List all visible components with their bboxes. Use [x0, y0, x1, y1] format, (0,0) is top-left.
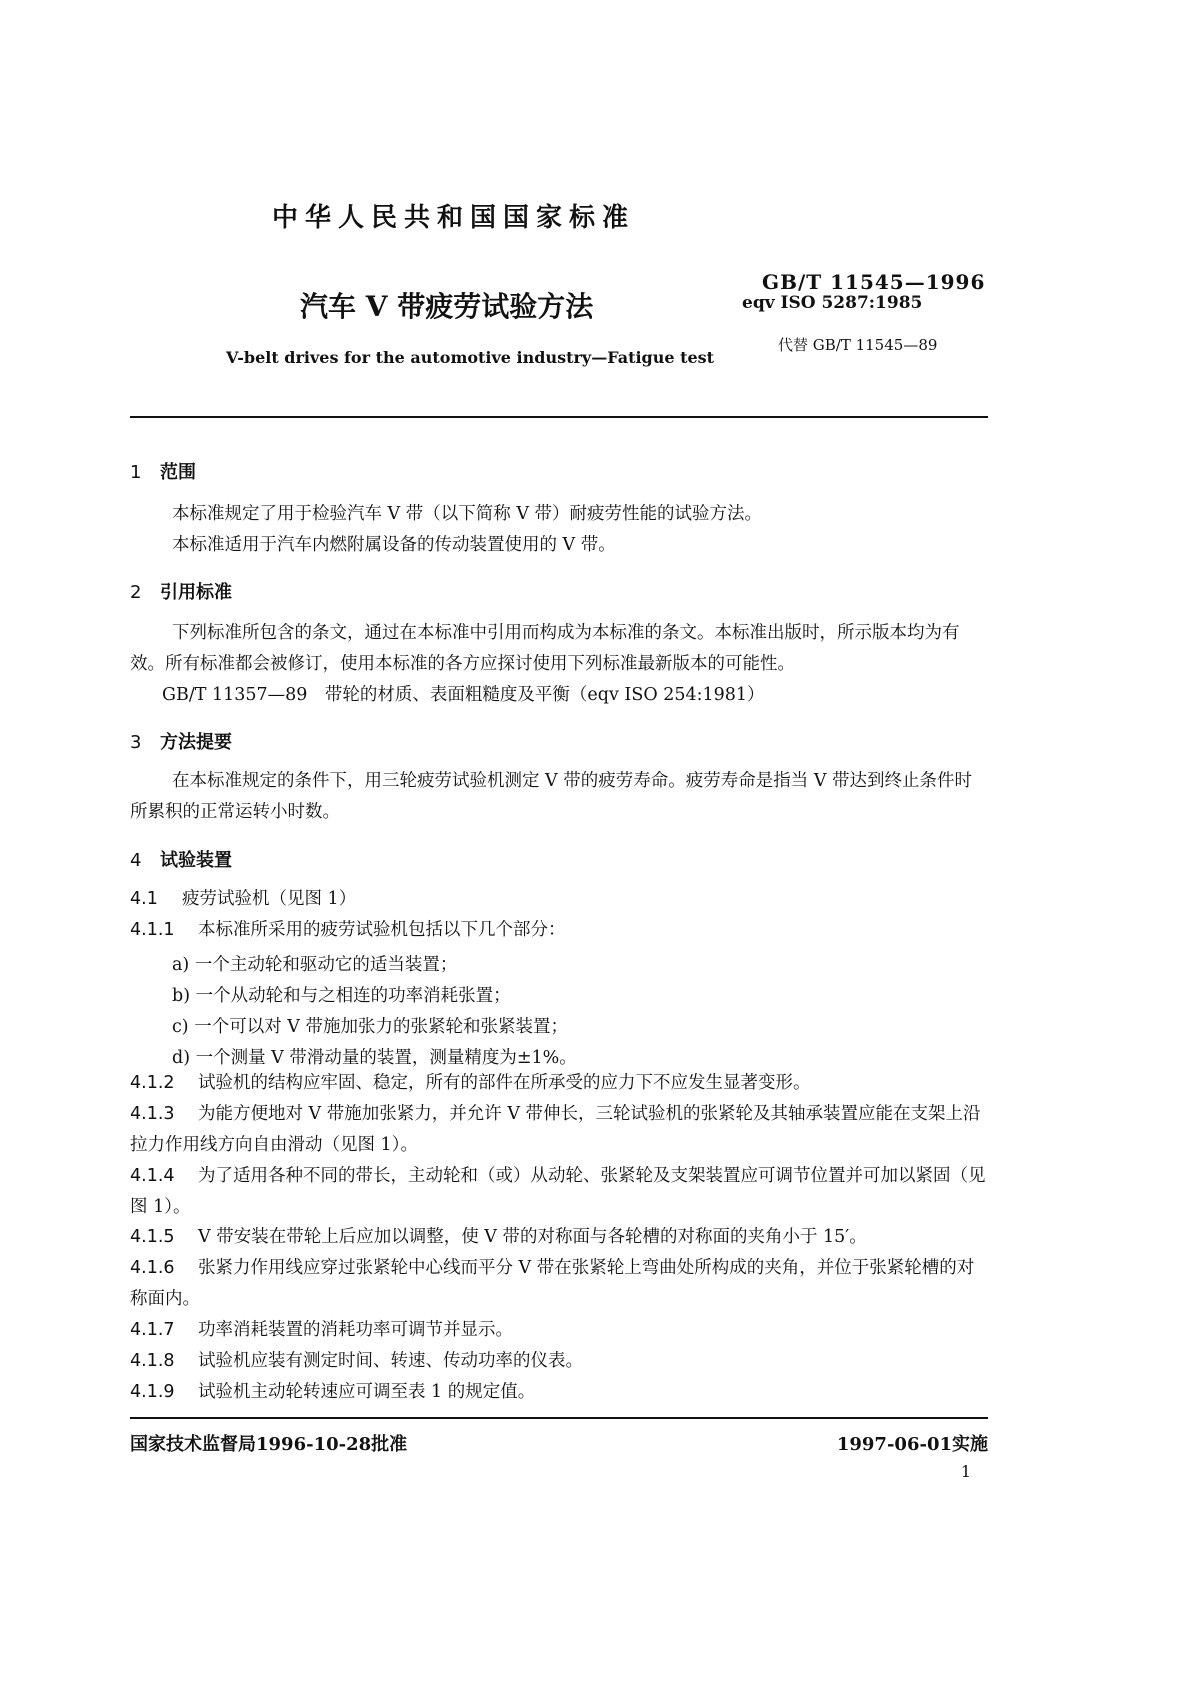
section-number: 1 [130, 462, 142, 483]
standard-code: GB/T 11545—1996 [762, 270, 986, 294]
clause-number: 4.1.8 [130, 1351, 175, 1371]
clause-number: 4.1.1 [130, 920, 175, 940]
clause-number: 4.1.4 [130, 1166, 175, 1186]
section-heading-test-apparatus [130, 846, 232, 872]
clause-4-1-3 [130, 1099, 988, 1161]
clause-text: 张紧力作用线应穿过张紧轮中心线而平分 V 带在张紧轮上弯曲处所构成的夹角，并位于张紧轮槽的对称面内。 [130, 1258, 975, 1309]
approval-line: 国家技术监督局1996-10-28批准 [130, 1434, 408, 1455]
document-title-en: V-belt drives for the automotive industry—Fatigue test [226, 348, 715, 367]
section-number: 2 [130, 582, 142, 603]
paragraph: 在本标准规定的条件下，用三轮疲劳试验机测定 V 带的疲劳寿命。疲劳寿命是指当 V 带达到终止条件时所累积的正常运转小时数。 [130, 771, 973, 822]
section-title: 范围 [160, 462, 196, 483]
clause-4-1 [130, 884, 988, 915]
clause-text: 功率消耗装置的消耗功率可调节并显示。 [198, 1320, 513, 1340]
reference-entry: GB/T 11357—89 带轮的材质、表面粗糙度及平衡（eqv ISO 254:1981） [162, 685, 765, 705]
header-divider [130, 416, 988, 418]
effective-date: 1997-06-01实施 [836, 1434, 988, 1455]
clause-4-1-1 [130, 915, 988, 946]
section-heading-references [130, 578, 232, 604]
clause-text: 试验机应装有测定时间、转速、传动功率的仪表。 [198, 1351, 583, 1371]
clause-text: V 带安装在带轮上后应加以调整，使 V 带的对称面与各轮槽的对称面的夹角小于 15′。 [198, 1227, 867, 1247]
clause-4-1-8 [130, 1346, 988, 1377]
section-number: 4 [130, 850, 142, 871]
clause-text: 本标准所采用的疲劳试验机包括以下几个部分： [198, 920, 566, 940]
list-item: c) 一个可以对 V 带施加张力的张紧轮和张紧装置； [172, 1017, 568, 1037]
clause-number: 4.1.5 [130, 1227, 175, 1247]
section-heading-method-summary [130, 728, 232, 754]
replaces-standard: 代替 GB/T 11545—89 [778, 336, 938, 354]
section-number: 3 [130, 732, 142, 753]
clause-text: 为了适用各种不同的带长，主动轮和（或）从动轮、张紧轮及支架装置应可调节位置并可加以紧固（见图 1）。 [130, 1166, 986, 1217]
paragraph: 本标准适用于汽车内燃附属设备的传动装置使用的 V 带。 [172, 535, 616, 555]
clause-number: 4.1.7 [130, 1320, 175, 1340]
footer-divider [130, 1417, 988, 1419]
clause-text: 试验机主动轮转速应可调至表 1 的规定值。 [198, 1382, 536, 1402]
clause-number: 4.1.6 [130, 1258, 175, 1278]
clause-4-1-4 [130, 1161, 988, 1223]
national-standard-title: 中华人民共和国国家标准 [272, 203, 636, 233]
clause-4-1-7 [130, 1315, 988, 1346]
clause-text: 疲劳试验机（见图 1） [182, 889, 357, 909]
list-item: a) 一个主动轮和驱动它的适当装置； [172, 955, 458, 975]
clause-4-1-2 [130, 1068, 988, 1099]
section-title: 试验装置 [160, 850, 232, 871]
clause-text: 为能方便地对 V 带施加张紧力，并允许 V 带伸长，三轮试验机的张紧轮及其轴承装置应能在支架上沿拉力作用线方向自由滑动（见图 1）。 [130, 1104, 981, 1155]
list-item: d) 一个测量 V 带滑动量的装置，测量精度为±1%。 [172, 1048, 577, 1068]
section-title: 方法提要 [160, 732, 232, 753]
clause-number: 4.1 [130, 889, 158, 909]
standard-equivalence: eqv ISO 5287:1985 [742, 293, 923, 313]
clause-text: 试验机的结构应牢固、稳定，所有的部件在所承受的应力下不应发生显著变形。 [198, 1073, 811, 1093]
document-title-cn: 汽车 V 带疲劳试验方法 [300, 290, 594, 323]
clause-4-1-6 [130, 1253, 988, 1315]
page-number: 1 [960, 1462, 971, 1481]
clause-4-1-9 [130, 1377, 988, 1408]
clause-number: 4.1.2 [130, 1073, 175, 1093]
section-heading-scope [130, 458, 196, 484]
clause-4-1-5 [130, 1222, 988, 1253]
paragraph: 下列标准所包含的条文，通过在本标准中引用而构成为本标准的条文。本标准出版时，所示版本均为有效。所有标准都会被修订，使用本标准的各方应探讨使用下列标准最新版本的可能性。 [130, 623, 960, 674]
clause-number: 4.1.3 [130, 1104, 175, 1124]
list-item: b) 一个从动轮和与之相连的功率消耗张置； [172, 986, 511, 1006]
section-title: 引用标准 [160, 582, 232, 603]
clause-number: 4.1.9 [130, 1382, 175, 1402]
paragraph: 本标准规定了用于检验汽车 V 带（以下简称 V 带）耐疲劳性能的试验方法。 [172, 504, 763, 524]
